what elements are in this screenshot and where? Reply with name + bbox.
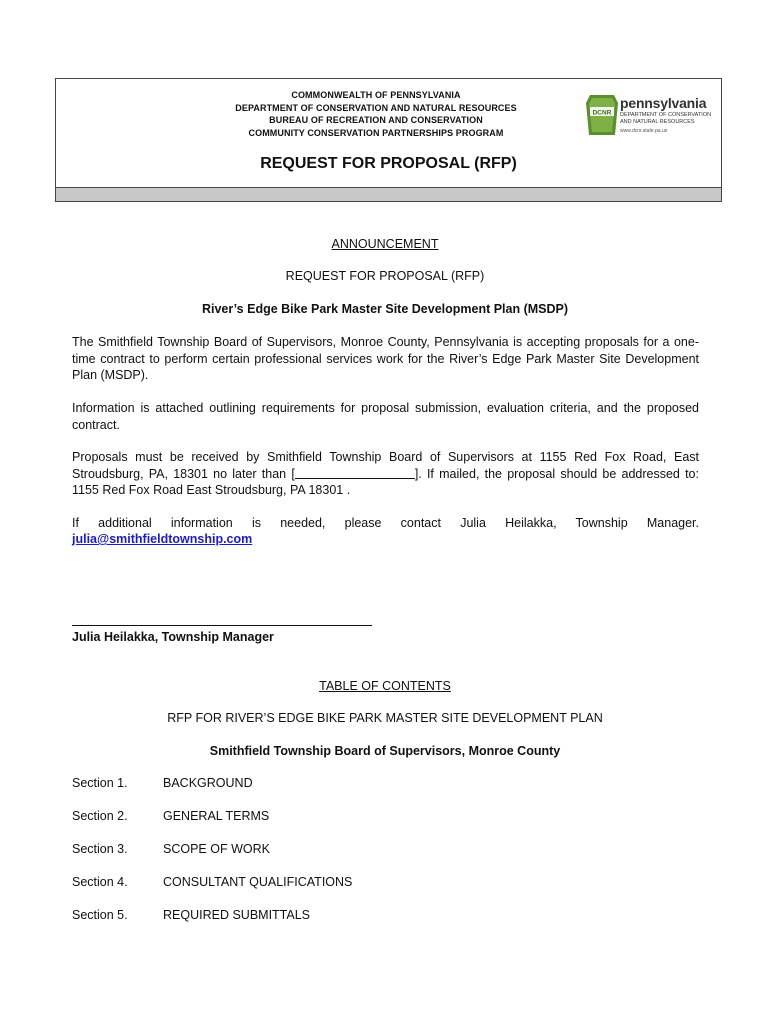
rfp-title: REQUEST FOR PROPOSAL (RFP)	[260, 155, 517, 172]
toc-section-number: Section 2.	[72, 809, 128, 823]
agency-line: COMMUNITY CONSERVATION PARTNERSHIPS PROGRAM	[248, 127, 504, 138]
contact-email-wrapper	[72, 531, 252, 548]
toc-section-number: Section 5.	[72, 908, 128, 922]
toc-section-number: Section 4.	[72, 875, 128, 889]
toc-section-title: BACKGROUND	[163, 776, 253, 790]
document-header	[55, 78, 722, 188]
contact-email-link[interactable]: julia@smithfieldtownship.com	[72, 532, 253, 546]
paragraph-intro: The Smithfield Township Board of Supervisors, Monroe County, Pennsylvania is accepting proposals for a one-time contract to perform certain professional services work for the River’s Edge Park Master Site Development Plan (MSDP).	[72, 335, 699, 382]
signature-line	[72, 625, 372, 626]
agency-line: COMMONWEALTH OF PENNSYLVANIA	[291, 90, 461, 100]
toc-subheading: RFP FOR RIVER’S EDGE BIKE PARK MASTER SITE DEVELOPMENT PLAN	[167, 711, 603, 725]
toc-section-number: Section 3.	[72, 842, 128, 856]
toc-section-title: CONSULTANT QUALIFICATIONS	[163, 875, 353, 889]
signature-name: Julia Heilakka, Township Manager	[72, 630, 274, 644]
header-shaded-bar	[55, 188, 722, 202]
agency-line: BUREAU OF RECREATION AND CONSERVATION	[269, 115, 483, 125]
keystone-logo-icon	[586, 95, 618, 135]
deadline-blank	[295, 466, 415, 479]
paragraph-contact: If additional information is needed, please contact Julia Heilakka, Township Manager.	[72, 516, 699, 530]
agency-lines	[206, 89, 546, 139]
pa-dcnr-logo	[586, 93, 716, 143]
logo-department: DEPARTMENT OF CONSERVATION AND NATURAL RESOURCES	[620, 112, 712, 125]
paragraph-information: Information is attached outlining requirements for proposal submission, evaluation criteria, and the proposed contract.	[72, 401, 699, 432]
toc-section-title: REQUIRED SUBMITTALS	[163, 908, 311, 922]
toc-heading: TABLE OF CONTENTS	[319, 679, 451, 693]
toc-owner: Smithfield Township Board of Supervisors, Monroe County	[209, 744, 561, 758]
toc-section-title: SCOPE OF WORK	[163, 842, 270, 856]
svg-text:DCNR: DCNR	[592, 109, 612, 117]
announcement-heading: ANNOUNCEMENT	[331, 237, 439, 251]
logo-url: www.dcnr.state.pa.us	[620, 128, 668, 134]
project-title: River’s Edge Bike Park Master Site Development Plan (MSDP)	[201, 302, 569, 316]
announcement-subheading: REQUEST FOR PROPOSAL (RFP)	[285, 269, 485, 283]
agency-line: DEPARTMENT OF CONSERVATION AND NATURAL RESOURCES	[235, 102, 517, 113]
logo-wordmark: pennsylvania	[620, 95, 707, 111]
paragraph-deadline: Proposals must be received by Smithfield Township Board of Supervisors at 1155 Red Fox Road, East Stroudsburg, PA, 18301 no later than [ ]. If mailed, the proposal should be addressed to: 1155 Red Fox Road East Stroudsburg, PA 18301 .	[72, 450, 699, 497]
toc-section-number: Section 1.	[72, 776, 128, 790]
toc-section-title: GENERAL TERMS	[163, 809, 270, 823]
